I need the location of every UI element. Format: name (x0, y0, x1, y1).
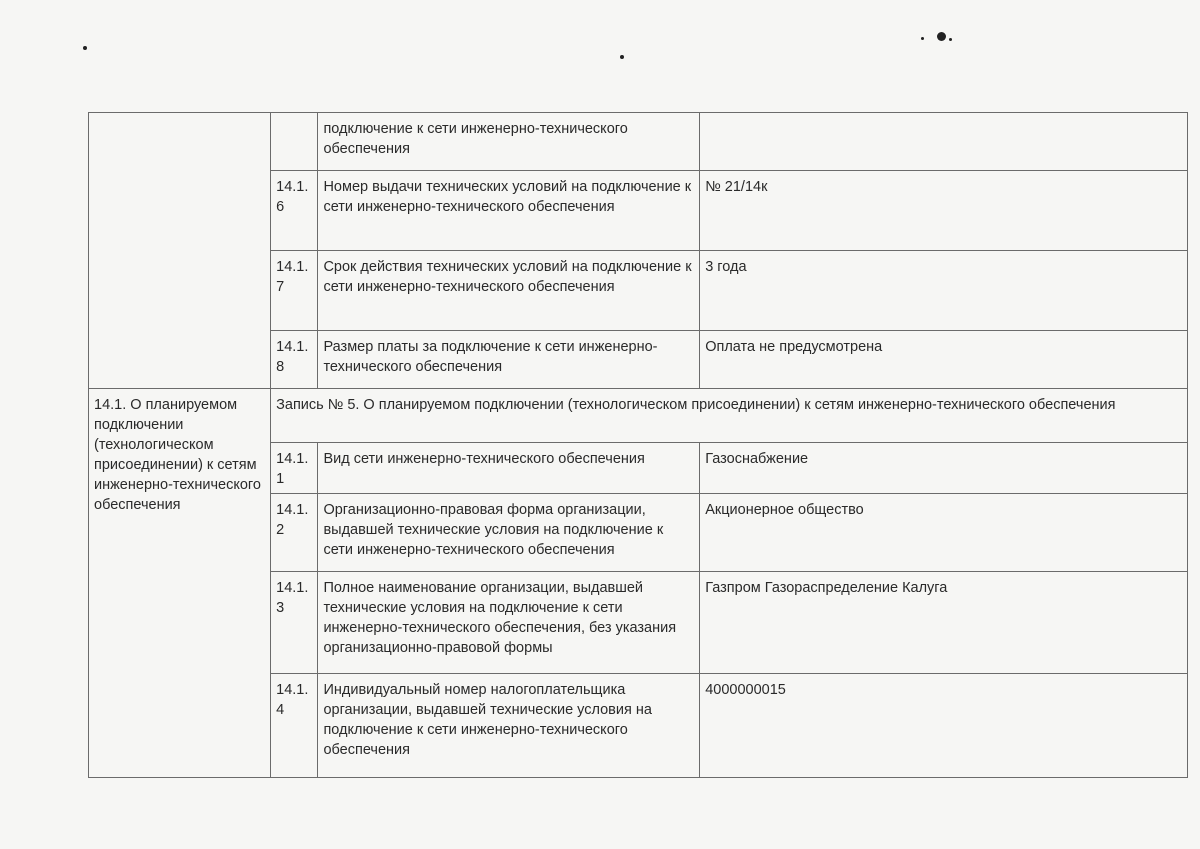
item-number: 14.1.2 (271, 494, 318, 572)
item-description: Организационно-правовая форма организации, выдавшей технические условия на подключение к сети инженерно-технического обеспечения (318, 494, 700, 572)
section-cell-previous (89, 113, 271, 389)
item-description: Индивидуальный номер налогоплательщика организации, выдавшей технические условия на подключение к сети инженерно-технического обеспечения (318, 674, 700, 778)
item-value: Газоснабжение (700, 443, 1188, 494)
item-description: Номер выдачи технических условий на подключение к сети инженерно-технического обеспечения (318, 171, 700, 251)
item-value: Акционерное общество (700, 494, 1188, 572)
scan-speck (937, 32, 946, 41)
item-description: Полное наименование организации, выдавшей технические условия на подключение к сети инженерно-технического обеспечения, без указания организационно-правовой формы (318, 572, 700, 674)
item-value: № 21/14к (700, 171, 1188, 251)
info-table (88, 112, 1188, 778)
record-header: Запись № 5. О планируемом подключении (технологическом присоединении) к сетям инженерно-технического обеспечения (271, 389, 1188, 443)
item-number: 14.1.6 (271, 171, 318, 251)
item-number: 14.1.1 (271, 443, 318, 494)
item-number: 14.1.8 (271, 331, 318, 389)
item-number (271, 113, 318, 171)
item-number: 14.1.4 (271, 674, 318, 778)
item-value: 4000000015 (700, 674, 1188, 778)
item-value: 3 года (700, 251, 1188, 331)
item-description: Размер платы за подключение к сети инженерно-технического обеспечения (318, 331, 700, 389)
item-value (700, 113, 1188, 171)
scan-speck (921, 37, 924, 40)
item-number: 14.1.7 (271, 251, 318, 331)
table-row (89, 389, 1188, 443)
section-title: 14.1. О планируемом подключении (технологическом присоединении) к сетям инженерно-технического обеспечения (89, 389, 271, 778)
scan-speck (83, 46, 87, 50)
table-row (89, 113, 1188, 171)
item-description: Срок действия технических условий на подключение к сети инженерно-технического обеспечения (318, 251, 700, 331)
item-value: Оплата не предусмотрена (700, 331, 1188, 389)
item-number: 14.1.3 (271, 572, 318, 674)
scan-speck (620, 55, 624, 59)
scan-speck (949, 38, 952, 41)
item-description: подключение к сети инженерно-технического обеспечения (318, 113, 700, 171)
item-value: Газпром Газораспределение Калуга (700, 572, 1188, 674)
item-description: Вид сети инженерно-технического обеспечения (318, 443, 700, 494)
